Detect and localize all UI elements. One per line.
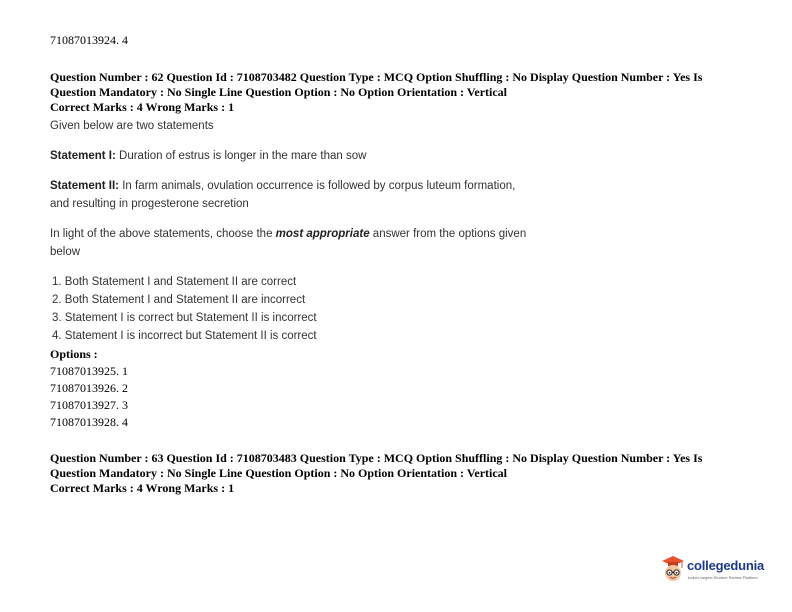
option-id: 71087013925. 1 — [50, 364, 128, 378]
instruction — [50, 225, 526, 261]
statement-1-text: Duration of estrus is longer in the mare than sow — [115, 150, 367, 162]
choice-item: 3. Statement I is correct but Statement II is incorrect — [52, 312, 317, 324]
question-62-header-line2: Question Mandatory : No Single Line Question Option : No Option Orientation : Vertical — [50, 85, 508, 99]
question-63-header-line2: Question Mandatory : No Single Line Question Option : No Option Orientation : Vertical — [50, 466, 508, 480]
logo-wordmark: collegedunia — [687, 558, 765, 573]
instruction-post: answer from the options given — [369, 228, 527, 240]
logo-tagline: India's largest Student Review Platform — [688, 575, 758, 580]
question-62-header-line1: Question Number : 62 Question Id : 7108703482 Question Type : MCQ Option Shuffling : No Display Question Number : Yes Is — [50, 70, 703, 84]
statement-1 — [50, 147, 366, 165]
statement-2-label: Statement II: — [50, 180, 120, 192]
options-label: Options : — [50, 347, 98, 361]
option-id: 71087013928. 4 — [50, 415, 128, 429]
option-id: 71087013926. 2 — [50, 381, 128, 395]
statement-2-text-line1: In farm animals, ovulation occurrence is followed by corpus luteum formation, — [119, 180, 516, 192]
previous-option-id: 71087013924. 4 — [50, 33, 128, 47]
question-intro: Given below are two statements — [50, 120, 214, 132]
choice-item: 1. Both Statement I and Statement II are correct — [52, 276, 297, 288]
question-63-header — [50, 451, 730, 496]
instruction-line2: below — [50, 246, 81, 258]
collegedunia-logo — [660, 554, 770, 590]
options-block — [50, 347, 128, 430]
question-63-marks: Correct Marks : 4 Wrong Marks : 1 — [50, 481, 235, 495]
choice-list — [52, 273, 317, 345]
instruction-pre: In light of the above statements, choose the — [50, 228, 276, 240]
question-63-header-line1: Question Number : 63 Question Id : 7108703483 Question Type : MCQ Option Shuffling : No Display Question Number : Yes Is — [50, 451, 703, 465]
instruction-emphasis: most appropriate — [275, 228, 370, 240]
statement-2-text-line2: and resulting in progesterone secretion — [50, 198, 249, 210]
choice-item: 4. Statement I is incorrect but Statement II is correct — [52, 330, 317, 342]
choice-item: 2. Both Statement I and Statement II are incorrect — [52, 294, 306, 306]
question-62-header — [50, 70, 730, 115]
question-62-marks: Correct Marks : 4 Wrong Marks : 1 — [50, 100, 235, 114]
student-mascot-icon — [660, 554, 686, 584]
statement-2 — [50, 177, 515, 213]
option-id: 71087013927. 3 — [50, 398, 128, 412]
statement-1-label: Statement I: — [50, 150, 116, 162]
